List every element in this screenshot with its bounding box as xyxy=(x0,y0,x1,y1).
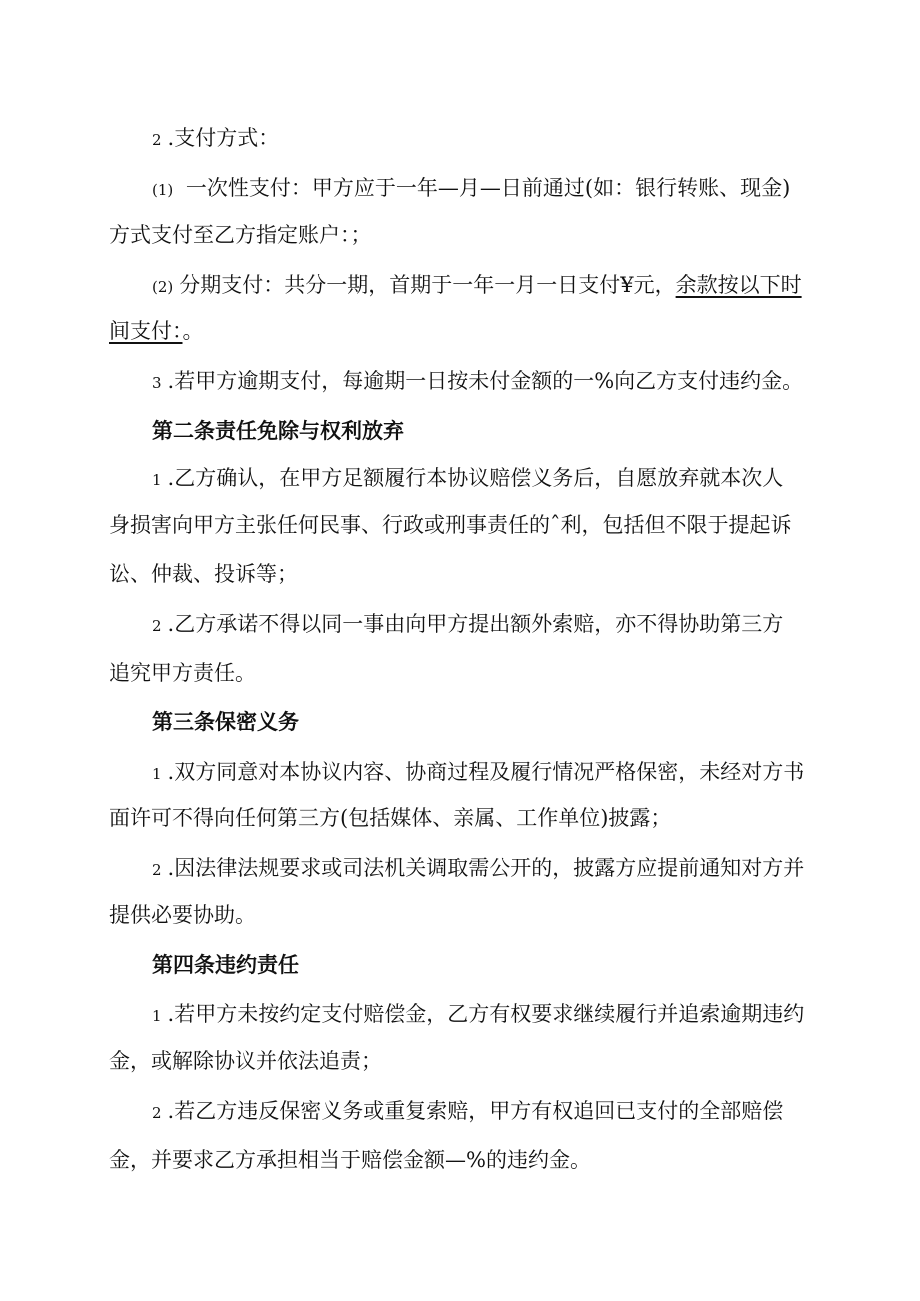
breach-item-2-cont xyxy=(109,1145,591,1175)
heading-text: 第四条违约责任 xyxy=(152,952,299,977)
item-text: .因法律法规要求或司法机关调取需公开的，披露方应提前通知对方并 xyxy=(167,856,805,880)
lump-sum-payment-cont xyxy=(109,220,372,250)
item-number: 2 xyxy=(152,1104,162,1122)
item-text: .若乙方违反保密义务或重复索赔，甲方有权追回已支付的全部赔偿 xyxy=(167,1099,784,1123)
breach-item-1-cont xyxy=(109,1046,382,1076)
article-2-heading xyxy=(152,416,404,446)
item-number: 2 xyxy=(152,861,162,879)
heading-text: 第三条保密义务 xyxy=(152,709,299,734)
item-number: 3 xyxy=(152,374,162,392)
item-text: .若甲方未按约定支付赔偿金，乙方有权要求继续履行并追索逾期违约 xyxy=(167,1002,805,1026)
installment-payment-item xyxy=(152,270,802,302)
breach-item-2 xyxy=(152,1096,783,1128)
item-number: 2 xyxy=(152,617,162,635)
payment-method-item xyxy=(152,123,279,155)
item-text: .乙方确认，在甲方足额履行本协议赔偿义务后，自愿放弃就本次人 xyxy=(167,466,784,490)
waiver-item-1 xyxy=(152,463,783,495)
confidentiality-item-2 xyxy=(152,853,804,885)
installment-payment-cont xyxy=(109,316,204,346)
waiver-item-2-cont xyxy=(109,658,256,688)
item-text: 分期支付：共分一期，首期于一年一月一日支付¥元， xyxy=(179,273,676,297)
item-text: 身损害向甲方主张任何民事、行政或刑事责任的ˆ利，包括但不限于提起诉 xyxy=(109,513,792,537)
item-text: 方式支付至乙方指定账户：； xyxy=(109,223,372,247)
item-text: 一次性支付：甲方应于一年—月—日前通过(如：银行转账、现金) xyxy=(179,176,791,200)
item-text: 金，或解除协议并依法追责； xyxy=(109,1049,382,1073)
lump-sum-payment-item xyxy=(152,173,790,205)
waiver-item-1-cont xyxy=(109,559,298,589)
item-text: 讼、仲裁、投诉等； xyxy=(109,562,298,586)
breach-item-1 xyxy=(152,999,804,1031)
item-text: 金，并要求乙方承担相当于赔偿金额—%的违约金。 xyxy=(109,1148,591,1172)
item-text: .双方同意对本协议内容、协商过程及履行情况严格保密，未经对方书 xyxy=(167,760,805,784)
waiver-item-2 xyxy=(152,609,783,641)
underlined-text: 余款按以下时 xyxy=(675,273,802,297)
item-text: 面许可不得向任何第三方(包括媒体、亲属、工作单位)披露； xyxy=(109,806,672,830)
late-payment-item xyxy=(152,366,803,398)
item-number: 1 xyxy=(152,471,162,489)
item-text: 。 xyxy=(182,319,204,343)
confidentiality-item-1-cont xyxy=(109,803,671,833)
item-number: 2 xyxy=(152,131,162,149)
item-text: .乙方承诺不得以同一事由向甲方提出额外索赔，亦不得协助第三方 xyxy=(167,612,784,636)
item-number: 1 xyxy=(152,765,162,783)
item-number: (1) xyxy=(152,181,174,199)
waiver-item-1-cont xyxy=(109,510,792,540)
confidentiality-item-2-cont xyxy=(109,900,256,930)
item-text: 提供必要协助。 xyxy=(109,903,256,927)
article-3-heading xyxy=(152,707,299,737)
underlined-text: 间支付： xyxy=(109,319,183,343)
item-text: .支付方式： xyxy=(167,126,280,150)
item-number: 1 xyxy=(152,1007,162,1025)
article-4-heading xyxy=(152,950,299,980)
item-text: .若甲方逾期支付，每逾期一日按未付金额的一%向乙方支付违约金。 xyxy=(167,369,804,393)
confidentiality-item-1 xyxy=(152,757,804,789)
item-text: 追究甲方责任。 xyxy=(109,661,256,685)
heading-text: 第二条责任免除与权利放弃 xyxy=(152,418,404,443)
item-number: (2) xyxy=(152,278,174,296)
